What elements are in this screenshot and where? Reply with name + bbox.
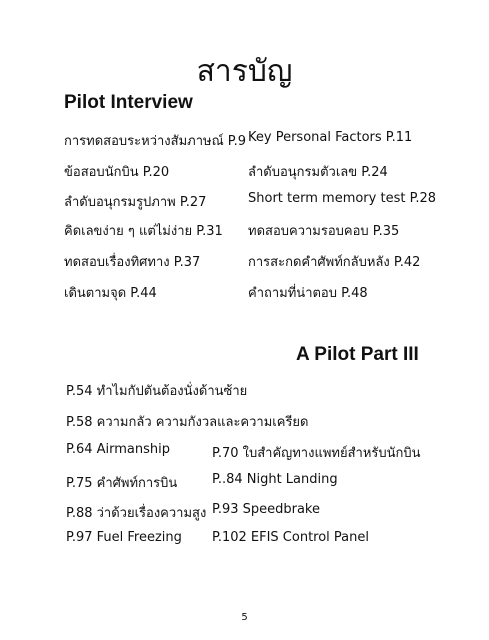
toc-entry: P..84 Night Landing [212,472,338,487]
toc-entry: ทดสอบความรอบคอบ P.35 [248,224,400,239]
toc-entry: ลำดับอนุกรมตัวเลข P.24 [248,165,388,180]
toc-entry: Key Personal Factors P.11 [248,130,413,145]
toc-entry: P.54 ทำไมกัปตันต้องนั่งด้านซ้าย [66,384,248,399]
toc-entry: คิดเลขง่าย ๆ แต่ไม่ง่าย P.31 [64,224,223,239]
toc-entry: เดินตามจุด P.44 [64,286,157,301]
toc-entry: คำถามที่น่าตอบ P.48 [248,286,368,301]
toc-entry: Short term memory test P.28 [248,191,437,206]
toc-entry: การทดสอบระหว่างสัมภาษณ์ P.9 [64,134,246,149]
toc-entry: P.70 ใบสำคัญทางแพทย์สำหรับนักบิน [212,446,421,461]
toc-entry: ข้อสอบนักบิน P.20 [64,165,170,180]
section-heading-pilot-interview: Pilot Interview [64,92,193,113]
toc-entry: P.93 Speedbrake [212,502,320,517]
toc-entry: การสะกดคำศัพท์กลับหลัง P.42 [248,255,421,270]
toc-entry: ลำดับอนุกรมรูปภาพ P.27 [64,195,207,210]
page-number: 5 [241,612,248,623]
page-title: สารบัญ [196,54,293,89]
toc-entry: P.75 คำศัพท์การบิน [66,476,178,491]
toc-entry: P.97 Fuel Freezing [66,530,182,545]
toc-entry: ทดสอบเรื่องทิศทาง P.37 [64,255,201,270]
toc-entry: P.88 ว่าด้วยเรื่องความสูง [66,506,207,521]
section-heading-a-pilot-part-iii: A Pilot Part III [296,344,419,365]
toc-entry: P.64 Airmanship [66,442,170,457]
toc-entry: P.102 EFIS Control Panel [212,530,369,545]
toc-entry: P.58 ความกลัว ความกังวลและความเครียด [66,415,309,430]
